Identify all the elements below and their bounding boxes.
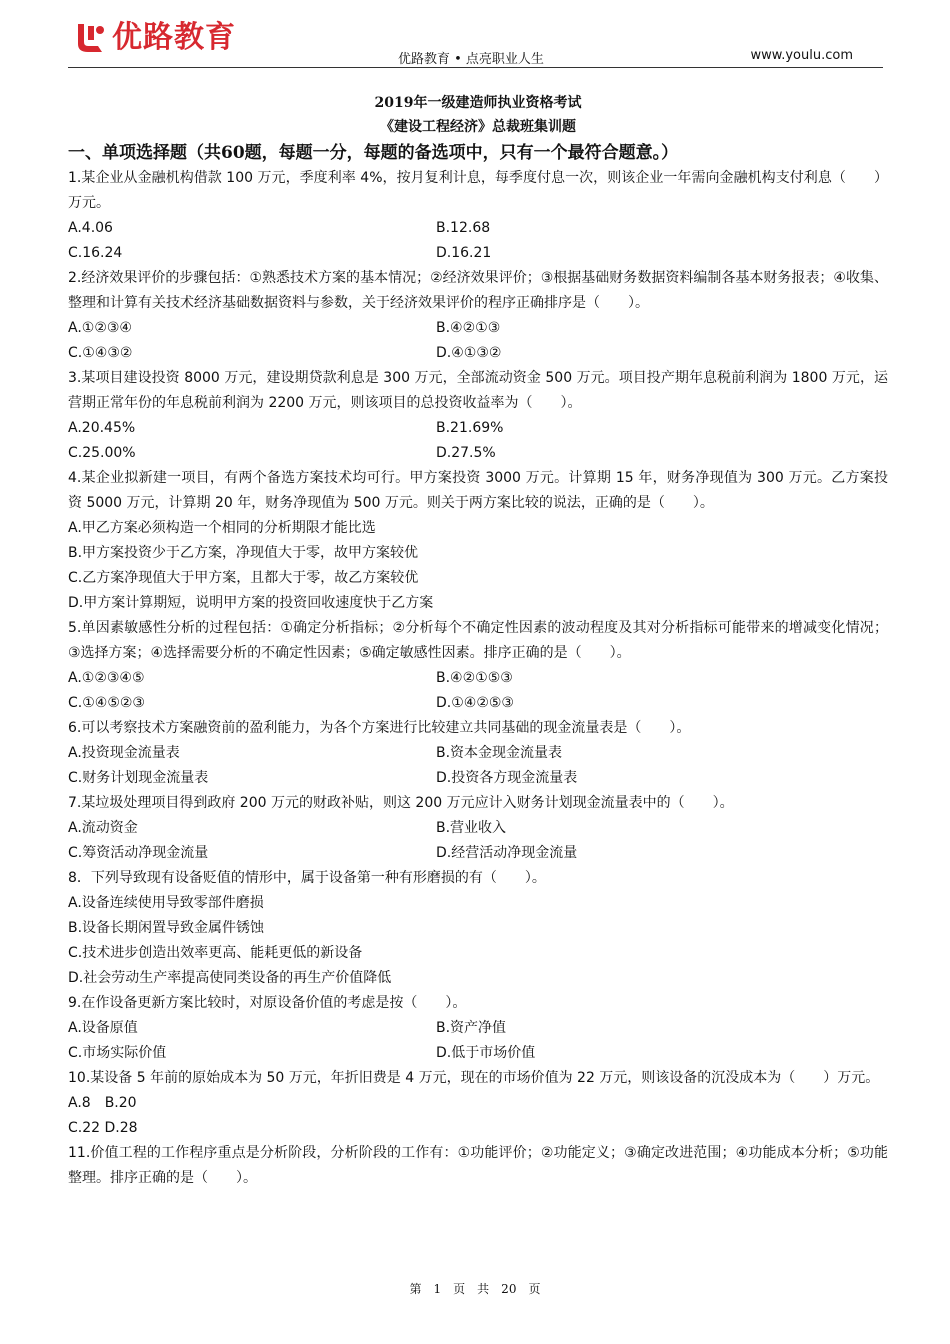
doc-title-2: 《建设工程经济》总裁班集训题 — [380, 119, 576, 135]
answer-option: D.①④②⑤③ — [436, 695, 514, 711]
answer-option: B.④②①③ — [436, 320, 501, 336]
answer-option: D.社会劳动生产率提高使同类设备的再生产价值降低 — [68, 970, 392, 986]
document-body — [68, 91, 888, 1191]
brand-logo — [72, 20, 236, 56]
option-row — [68, 416, 888, 441]
option-row — [68, 341, 888, 366]
option-row — [68, 841, 888, 866]
answer-option: A.①②③④ — [68, 320, 132, 336]
answer-option: C.市场实际价值 — [68, 1045, 167, 1061]
option-row — [68, 816, 888, 841]
option-row — [68, 1041, 888, 1066]
question-stem: 2.经济效果评价的步骤包括：①熟悉技术方案的基本情况；②经济效果评价；③根据基础财务数据资料编制各基本财务报表；④收集、整理和计算有关技术经济基础数据资料与参数，关于经济效果评价的程序正确排序是（ ）。 — [68, 270, 888, 311]
answer-option: C.①④③② — [68, 345, 133, 361]
header-url[interactable]: www.youlu.com — [750, 48, 853, 63]
question-stem: 10.某设备 5 年前的原始成本为 50 万元，年折旧费是 4 万元，现在的市场价值为 22 万元，则该设备的沉没成本为（ ）万元。 — [68, 1070, 880, 1086]
option-row — [68, 241, 888, 266]
question-stem: 3.某项目建设投资 8000 万元，建设期贷款利息是 300 万元，全部流动资金 500 万元。项目投产期年息税前利润为 1800 万元，运营期正常年份的年息税前利润为 2200 万元，则该项目的总投资收益率为（ ）。 — [68, 370, 888, 411]
section-heading: 一、单项选择题（共60题，每题一分，每题的备选项中，只有一个最符合题意。） — [68, 143, 679, 163]
option-row — [68, 666, 888, 691]
answer-option: C.乙方案净现值大于甲方案，且都大于零，故乙方案较优 — [68, 570, 419, 586]
answer-option: B.④②①⑤③ — [436, 670, 513, 686]
question-stem: 6.可以考察技术方案融资前的盈利能力，为各个方案进行比较建立共同基础的现金流量表是（ ）。 — [68, 720, 691, 736]
question-stem: 9.在作设备更新方案比较时，对原设备价值的考虑是按（ ）。 — [68, 995, 467, 1011]
answer-option: A.甲乙方案必须构造一个相同的分析期限才能比选 — [68, 520, 376, 536]
answer-option: C.技术进步创造出效率更高、能耗更低的新设备 — [68, 945, 363, 961]
doc-title-1: 2019年一级建造师执业资格考试 — [374, 95, 582, 111]
question-list — [68, 166, 888, 1191]
answer-option: B.资产净值 — [436, 1020, 507, 1036]
answer-option: D.经营活动净现金流量 — [436, 845, 578, 861]
option-row — [68, 691, 888, 716]
answer-option: B.21.69% — [436, 420, 504, 436]
answer-option: D.16.21 — [436, 245, 492, 261]
option-row — [68, 1016, 888, 1041]
answer-option: C.筹资活动净现金流量 — [68, 845, 209, 861]
answer-option: C.25.00% — [68, 445, 136, 461]
answer-option: C.①④⑤②③ — [68, 695, 145, 711]
answer-option: D.27.5% — [436, 445, 496, 461]
page-header — [68, 14, 883, 70]
answer-option: B.资本金现金流量表 — [436, 745, 563, 761]
answer-option: C.16.24 — [68, 245, 123, 261]
option-row — [68, 216, 888, 241]
question-stem: 5.单因素敏感性分析的过程包括：①确定分析指标；②分析每个不确定性因素的波动程度及其对分析指标可能带来的增减变化情况；③选择方案；④选择需要分析的不确定性因素；⑤确定敏感性因素。排序正确的是（ ）。 — [68, 620, 888, 661]
answer-option: A.设备原值 — [68, 1020, 138, 1036]
question-stem: 11.价值工程的工作程序重点是分析阶段，分析阶段的工作有：①功能评价；②功能定义；③确定改进范围；④功能成本分析；⑤功能整理。排序正确的是（ ）。 — [68, 1145, 888, 1186]
answer-option: C.22 D.28 — [68, 1120, 138, 1136]
option-row — [68, 441, 888, 466]
answer-option: A.①②③④⑤ — [68, 670, 145, 686]
answer-option: A.流动资金 — [68, 820, 138, 836]
answer-option: B.12.68 — [436, 220, 491, 236]
answer-option: A.8 B.20 — [68, 1095, 137, 1111]
question-stem: 8．下列导致现有设备贬值的情形中，属于设备第一种有形磨损的有（ ）。 — [68, 870, 546, 886]
answer-option: D.④①③② — [436, 345, 502, 361]
option-row — [68, 741, 888, 766]
answer-option: C.财务计划现金流量表 — [68, 770, 209, 786]
answer-option: D.甲方案计算期短，说明甲方案的投资回收速度快于乙方案 — [68, 595, 434, 611]
page-footer: 第 1 页 共 20 页 — [409, 1282, 541, 1296]
question-stem: 7.某垃圾处理项目得到政府 200 万元的财政补贴，则这 200 万元应计入财务计划现金流量表中的（ ）。 — [68, 795, 734, 811]
answer-option: A.20.45% — [68, 420, 136, 436]
brand-name: 优路教育 — [112, 20, 236, 55]
answer-option: A.投资现金流量表 — [68, 745, 180, 761]
option-row — [68, 316, 888, 341]
header-divider — [68, 67, 883, 68]
header-slogan: 优路教育 • 点亮职业人生 — [398, 52, 544, 67]
answer-option: A.设备连续使用导致零部件磨损 — [68, 895, 264, 911]
answer-option: B.甲方案投资少于乙方案，净现值大于零，故甲方案较优 — [68, 545, 419, 561]
question-stem: 1.某企业从金融机构借款 100 万元，季度利率 4%，按月复利计息，每季度付息一次，则该企业一年需向金融机构支付利息（ ）万元。 — [68, 170, 888, 211]
answer-option: D.低于市场价值 — [436, 1045, 536, 1061]
answer-option: B.设备长期闲置导致金属件锈蚀 — [68, 920, 265, 936]
question-stem: 4.某企业拟新建一项目，有两个备选方案技术均可行。甲方案投资 3000 万元。计算期 15 年，财务净现值为 300 万元。乙方案投资 5000 万元，计算期 20 年，财务净现值为 500 万元。则关于两方案比较的说法，正确的是（ ）。 — [68, 470, 888, 511]
answer-option: D.投资各方现金流量表 — [436, 770, 578, 786]
logo-mark-icon — [72, 20, 108, 56]
answer-option: B.营业收入 — [436, 820, 507, 836]
answer-option: A.4.06 — [68, 220, 113, 236]
option-row — [68, 766, 888, 791]
